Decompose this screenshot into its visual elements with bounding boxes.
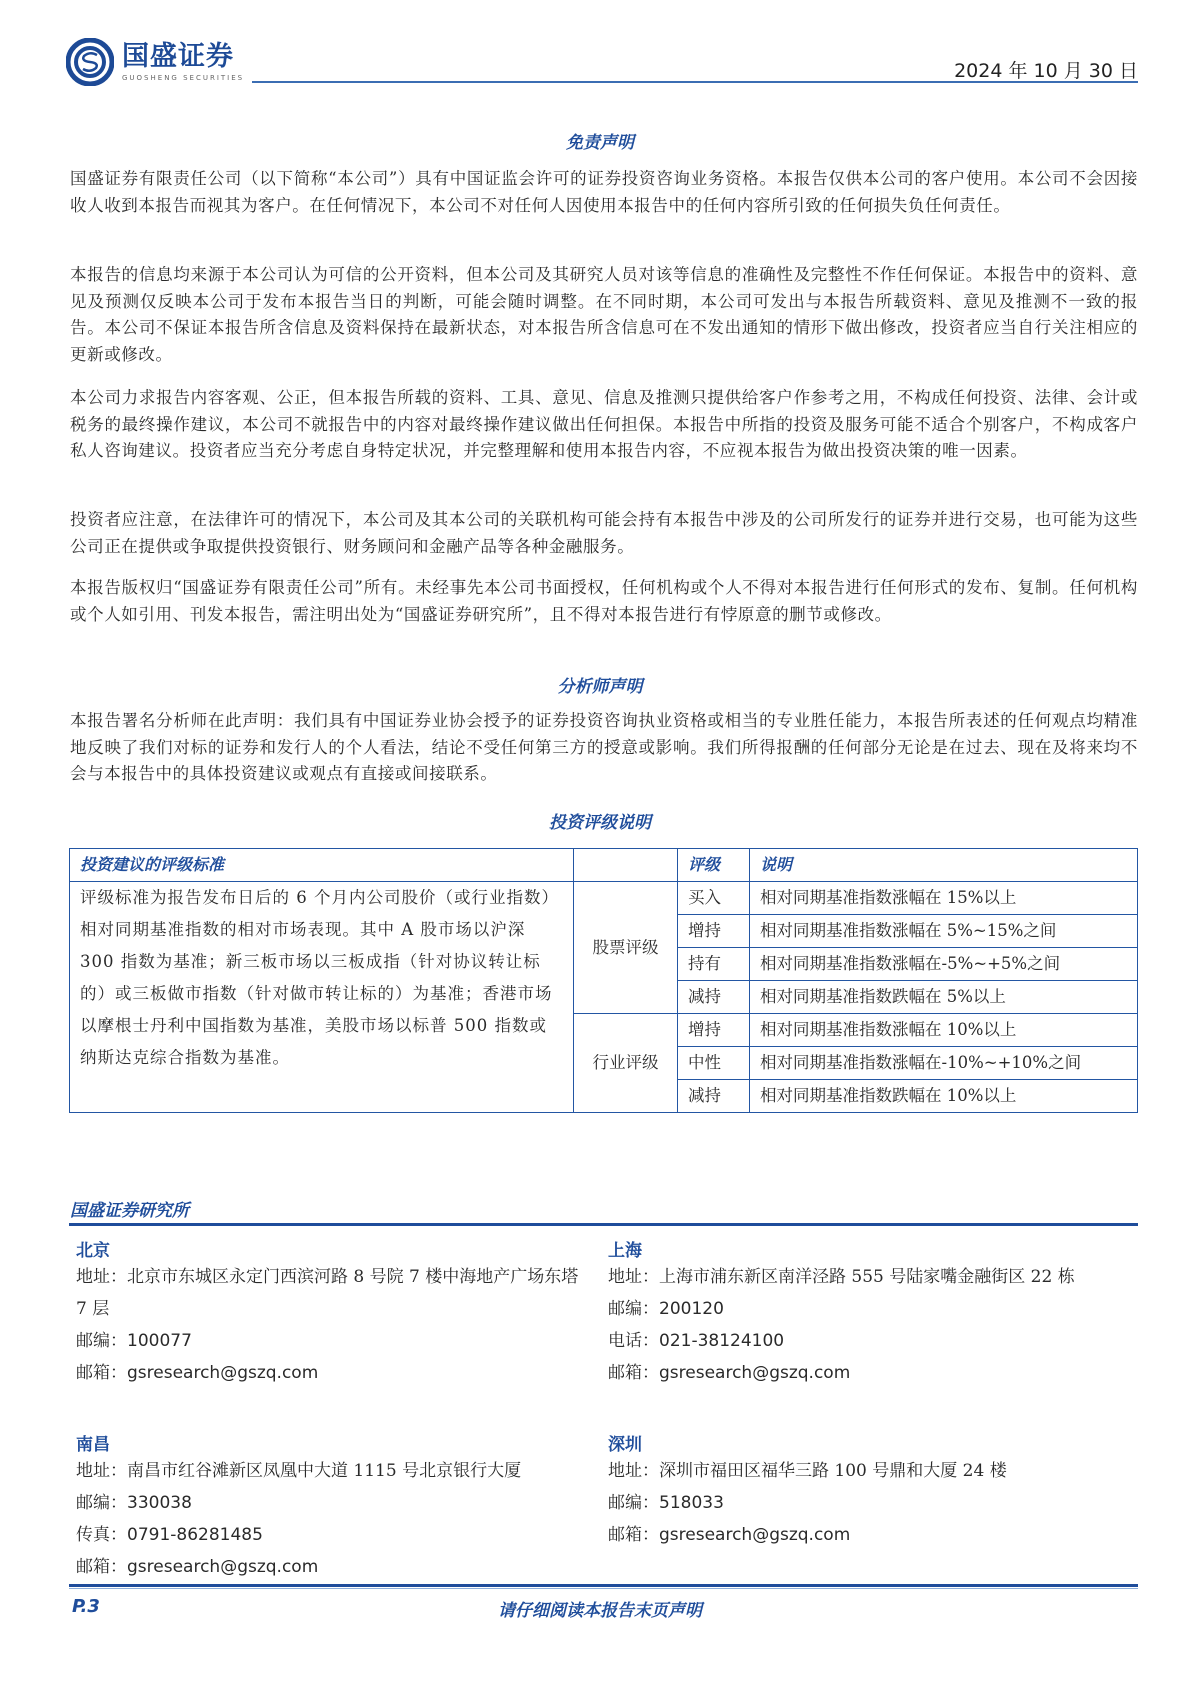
rating-label: 持有 [678,948,750,981]
disclaimer-paragraph-3: 本公司力求报告内容客观、公正，但本报告所载的资料、工具、意见、信息及推测只提供给客户作参考之用，不构成任何投资、法律、会计或税务的最终操作建议，本公司不就报告中的内容对最终操作建议做出任何担保。本报告中所指的投资及服务可能不适合个别客户，不构成客户私人咨询建议。投资者应当充分考虑自身特定状况，并完整理解和使用本报告内容，不应视本报告为做出投资决策的唯一因素。 [70,388,1138,460]
office-postcode: 邮编：100077 [76,1331,192,1351]
rating-desc: 相对同期基准指数涨幅在-5%~+5%之间 [750,948,1138,981]
office-email: 邮箱：gsresearch@gszq.com [76,1557,319,1577]
office-city: 北京 [76,1241,110,1261]
office-phone: 电话：021-38124100 [608,1331,785,1351]
rating-table [69,848,1138,1113]
office-postcode: 邮编：330038 [76,1493,192,1513]
disclaimer-paragraph-4: 投资者应注意，在法律许可的情况下，本公司及其本公司的关联机构可能会持有本报告中涉及的公司所发行的证券并进行交易，也可能为这些公司正在提供或争取提供投资银行、财务顾问和金融产品等各种金融服务。 [70,510,1138,556]
rating-label: 减持 [678,981,750,1014]
rating-standard-text: 评级标准为报告发布日后的 6 个月内公司股价（或行业指数）相对同期基准指数的相对市场表现。其中 A 股市场以沪深 300 指数为基准；新三板市场以三板成指（针对协议转让标的）或三板做市指数（针对做市转让标的）为基准；香港市场以摩根士丹利中国指数为基准，美股市场以标普 500 指数或纳斯达克综合指数为基准。 [70,882,574,1113]
rating-desc: 相对同期基准指数涨幅在-10%~+10%之间 [750,1047,1138,1080]
institute-divider [69,1223,1138,1226]
office-address: 地址：南昌市红谷滩新区凤凰中大道 1115 号北京银行大厦 [76,1461,522,1481]
footer-divider-accent [69,1588,1138,1589]
office-email: 邮箱：gsresearch@gszq.com [76,1363,319,1383]
rating-title: 投资评级说明 [549,813,651,833]
table-row [70,882,1138,915]
office-city: 上海 [608,1241,642,1261]
rating-desc: 相对同期基准指数涨幅在 5%~15%之间 [750,915,1138,948]
office-shanghai [608,1236,1138,1389]
rating-desc: 相对同期基准指数跌幅在 5%以上 [750,981,1138,1014]
analyst-statement-title: 分析师声明 [557,677,643,697]
header-rating: 评级 [678,849,750,882]
company-logo [66,38,244,86]
rating-table-header [70,849,1138,882]
disclaimer-paragraph-5: 本报告版权归“国盛证券有限责任公司”所有。未经事先本公司书面授权，任何机构或个人不得对本报告进行任何形式的发布、复制。任何机构或个人如引用、刊发本报告，需注明出处为“国盛证券研究所”，且不得对本报告进行有悖原意的删节或修改。 [70,578,1138,624]
rating-label: 买入 [678,882,750,915]
guosheng-logo-icon [66,38,114,86]
office-nanchang [76,1430,606,1583]
rating-label: 增持 [678,1014,750,1047]
office-city: 南昌 [76,1435,110,1455]
analyst-statement-paragraph: 本报告署名分析师在此声明：我们具有中国证券业协会授予的证券投资咨询执业资格或相当的专业胜任能力，本报告所表述的任何观点均精准地反映了我们对标的证券和发行人的个人看法，结论不受任何第三方的授意或影响。我们所得报酬的任何部分无论是在过去、现在及将来均不会与本报告中的具体投资建议或观点有直接或间接联系。 [70,711,1138,783]
office-beijing [76,1236,586,1389]
rating-desc: 相对同期基准指数涨幅在 15%以上 [750,882,1138,915]
logo-english-name: GUOSHENG SECURITIES [122,74,245,82]
report-date: 2024 年 10 月 30 日 [954,60,1138,82]
office-city: 深圳 [608,1435,642,1455]
office-address: 地址：深圳市福田区福华三路 100 号鼎和大厦 24 楼 [608,1461,1007,1481]
office-address: 地址：上海市浦东新区南洋泾路 555 号陆家嘴金融街区 22 栋 [608,1267,1075,1287]
page-number: P.3 [72,1596,100,1617]
header-desc: 说明 [750,849,1138,882]
office-postcode: 邮编：200120 [608,1299,724,1319]
institute-title: 国盛证券研究所 [70,1201,189,1221]
header-standard: 投资建议的评级标准 [70,849,574,882]
disclaimer-title: 免责声明 [566,133,634,153]
rating-label: 减持 [678,1080,750,1113]
footer-note: 请仔细阅读本报告末页声明 [498,1601,702,1621]
rating-label: 中性 [678,1047,750,1080]
rating-label: 增持 [678,915,750,948]
office-fax: 传真：0791-86281485 [76,1525,263,1545]
office-shenzhen [608,1430,1138,1551]
stock-rating-group: 股票评级 [574,882,678,1014]
office-address: 地址：北京市东城区永定门西滨河路 8 号院 7 楼中海地产广场东塔 7 层 [76,1267,579,1319]
rating-desc: 相对同期基准指数跌幅在 10%以上 [750,1080,1138,1113]
header-empty [574,849,678,882]
office-email: 邮箱：gsresearch@gszq.com [608,1525,851,1545]
footer-divider [69,1584,1138,1587]
disclaimer-paragraph-1: 国盛证券有限责任公司（以下简称“本公司”）具有中国证监会许可的证券投资咨询业务资格。本报告仅供本公司的客户使用。本公司不会因接收人收到本报告而视其为客户。在任何情况下，本公司不对任何人因使用本报告中的任何内容所引致的任何损失负任何责任。 [70,169,1138,215]
office-postcode: 邮编：518033 [608,1493,724,1513]
logo-chinese-name: 国盛证券 [122,41,234,72]
rating-desc: 相对同期基准指数涨幅在 10%以上 [750,1014,1138,1047]
industry-rating-group: 行业评级 [574,1014,678,1113]
disclaimer-paragraph-2: 本报告的信息均来源于本公司认为可信的公开资料，但本公司及其研究人员对该等信息的准确性及完整性不作任何保证。本报告中的资料、意见及预测仅反映本公司于发布本报告当日的判断，可能会随时调整。在不同时期，本公司可发出与本报告所载资料、意见及推测不一致的报告。本公司不保证本报告所含信息及资料保持在最新状态，对本报告所含信息可在不发出通知的情形下做出修改，投资者应当自行关注相应的更新或修改。 [70,265,1138,364]
office-email: 邮箱：gsresearch@gszq.com [608,1363,851,1383]
